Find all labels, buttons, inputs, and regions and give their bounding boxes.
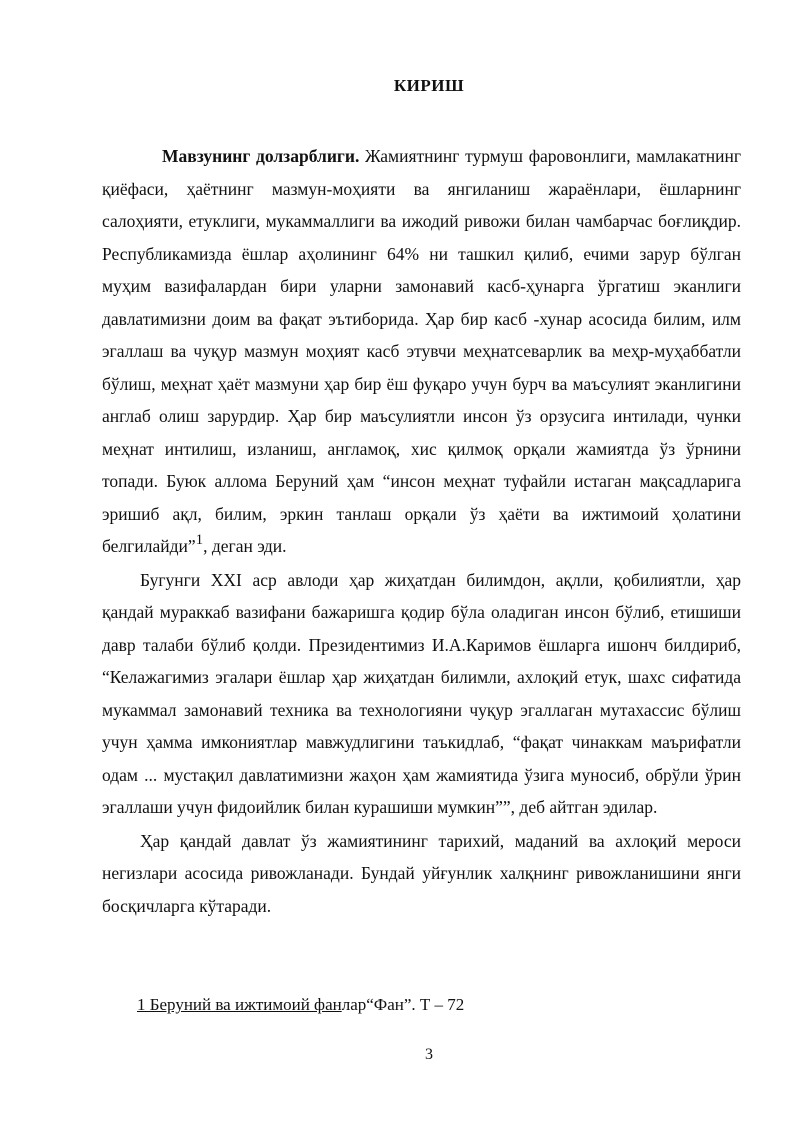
footnote-reference: 1: [195, 532, 204, 548]
page-title: КИРИШ: [393, 76, 465, 95]
paragraph-relevance: [102, 140, 741, 563]
footnote-underlined-text: 1 Беруний ва ижтимоий фан: [137, 995, 342, 1014]
footnote-text: лар“Фан”. Т – 72: [341, 995, 465, 1014]
paragraph-lead: Мавзунинг долзарблиги.: [162, 146, 360, 166]
body-text: [102, 140, 741, 922]
paragraph-tail: , деган эди.: [203, 536, 287, 556]
paragraph-heritage: Ҳар қандай давлат ўз жамиятининг тарихий, маданий ва ахлоқий мероси негизлари асосида ривожланади. Бундай уйғунлик халқнинг ривожланишини янги босқичларга кўтаради.: [102, 830, 741, 916]
paragraph-text: Жамиятнинг турмуш фаровонлиги, мамлакатнинг қиёфаси, ҳаётнинг мазмун-моҳияти ва янгиланиш жараёнлари, ёшларнинг салоҳияти, етуклиги, мукаммаллиги ва ижодий ривожи билан чамбарчас боғлиқдир. Республикамизда ёшлар аҳолининг 64% ни ташкил қилиб, ечими зарур бўлган муҳим вазифалардан бири уларни замонавий касб-ҳунарга ўргатиш эканлиги давлатимизни доим ва фақат эътиборида. Ҳар бир касб -хунар асосида билим, илм эгаллаш ва чуқур мазмун моҳият касб этувчи меҳнатсеварлик ва меҳр-муҳаббатли бўлиш, меҳнат ҳаёт мазмуни ҳар бир ёш фуқаро учун бурч ва маъсулият эканлигини англаб олиш зарурдир. Ҳар бир маъсулиятли инсон ўз орзусига интилади, чунки меҳнат интилиш, изланиш, англамоқ, хис қилмоқ орқали жамиятда ўз ўрнини топади. Буюк аллома Беруний ҳам “инсон меҳнат туфайли истаган мақсадларига эришиб ақл, билим, эркин танлаш орқали ўз ҳаёти ва ижтимоий ҳолатини белгилайди”: [102, 146, 742, 556]
paragraph-generation: Бугунги XXI аср авлоди ҳар жиҳатдан билимдон, ақлли, қобилиятли, ҳар қандай мураккаб вазифани бажаришга қодир бўла оладиган инсон бўлиб, етишиши давр талаби бўлиб қолди. Президентимиз И.А.Каримов ёшларга ишонч билдириб, “Келажагимиз эгалари ёшлар ҳар жиҳатдан билимли, ахлоқий етук, шахс сифатида мукаммал замонавий техника ва технологияни чуқур эгаллаган мутахассис бўлиш учун ҳамма имкониятлар мавжудлигини таъкидлаб, “фақат чинаккам маърифатли одам ... мустақил давлатимизни жаҳон ҳам жамиятида ўзига муносиб, обрўли ўрин эгаллаши учун фидоийлик билан курашиши мумкин””, деб айтган эдилар.: [102, 569, 741, 817]
footnote: [137, 995, 464, 1015]
page-number: 3: [425, 1046, 433, 1063]
